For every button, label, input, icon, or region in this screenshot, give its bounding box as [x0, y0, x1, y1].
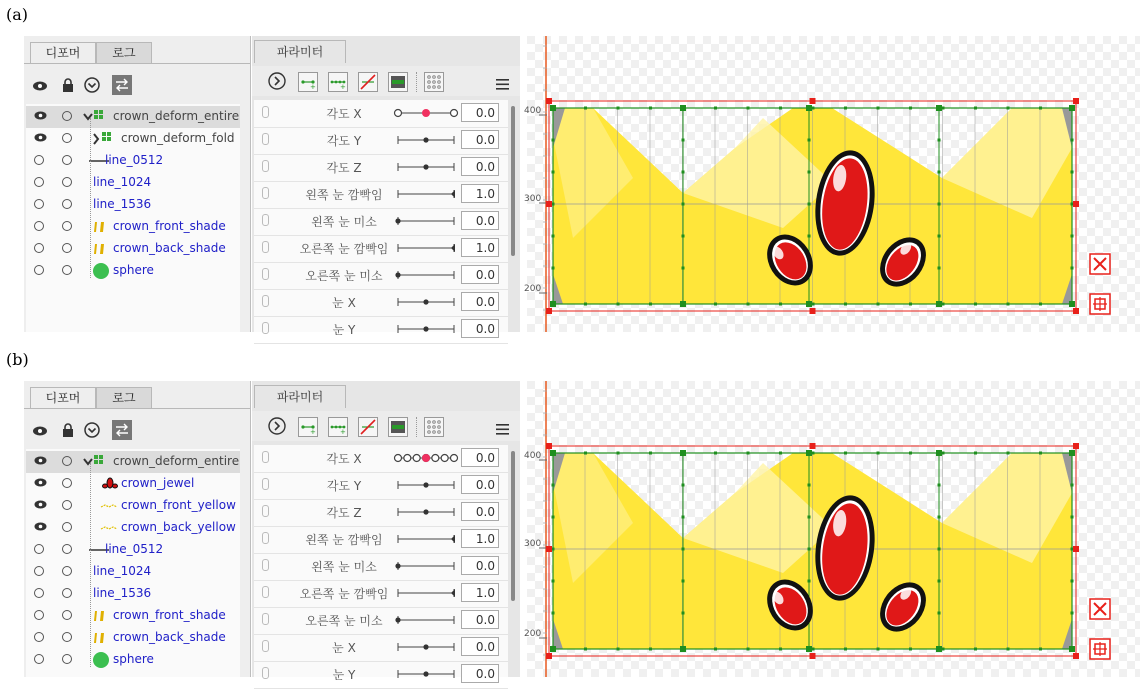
deformer-name: sphere: [113, 652, 154, 666]
deformer-row[interactable]: [26, 194, 240, 216]
chevron-down-icon[interactable]: [84, 422, 100, 438]
deformer-name: line_1024: [93, 175, 152, 189]
parameter-list: [254, 100, 508, 337]
parameter-name: 왼쪽 눈 깜빡임: [305, 188, 383, 202]
ruler-label: 200: [524, 629, 542, 639]
parameter-row[interactable]: [254, 208, 508, 236]
sphere-icon: [93, 263, 111, 279]
parameter-value-input[interactable]: 1.0: [461, 583, 499, 602]
deformer-name: sphere: [113, 263, 154, 277]
viewport-canvas[interactable]: [524, 36, 1140, 332]
screenshot-a: [0, 36, 1140, 337]
parameter-name: 각도 Y: [326, 479, 362, 493]
deformer-row[interactable]: [26, 561, 240, 583]
parameter-name: 눈 Y: [332, 668, 356, 682]
lock-icon[interactable]: [62, 423, 74, 437]
parameter-row[interactable]: [254, 127, 508, 155]
bbox-handle[interactable]: [810, 653, 816, 659]
lock-toggle[interactable]: [62, 155, 72, 165]
parameter-scrollbar[interactable]: [511, 451, 515, 601]
parameter-value-input[interactable]: 0.0: [461, 610, 499, 629]
parameter-toolbar: [252, 66, 520, 96]
bbox-handle[interactable]: [546, 653, 552, 659]
parameter-value-input[interactable]: 0.0: [461, 637, 499, 656]
parameter-slider[interactable]: [394, 321, 458, 337]
bbox-handle[interactable]: [1073, 443, 1079, 449]
deformer-name: crown_front_shade: [113, 219, 226, 233]
visibility-eye-icon[interactable]: [34, 111, 47, 120]
lock-toggle[interactable]: [62, 456, 72, 466]
parameter-value-input[interactable]: 1.0: [461, 238, 499, 257]
lock-toggle[interactable]: [62, 221, 72, 231]
visibility-toggle[interactable]: [34, 221, 44, 231]
svg-text:+: +: [340, 83, 346, 91]
parameter-row[interactable]: [254, 580, 508, 608]
bbox-handle[interactable]: [546, 201, 552, 207]
parameter-row[interactable]: [254, 235, 508, 263]
link-icon[interactable]: [262, 478, 269, 490]
shade-icon: [93, 219, 111, 235]
parameter-value-input[interactable]: 1.0: [461, 184, 499, 203]
deformer-row[interactable]: [26, 605, 240, 627]
grid-icon[interactable]: [424, 72, 444, 92]
tab-deformer[interactable]: 디포머: [30, 387, 96, 408]
parameter-row[interactable]: [254, 445, 508, 473]
parameter-slider[interactable]: [394, 504, 458, 520]
parameter-slider[interactable]: [394, 531, 458, 547]
link-icon[interactable]: [262, 214, 269, 226]
swap-icon[interactable]: [112, 420, 132, 440]
warp-icon: [93, 109, 111, 125]
parameter-name: 눈 Y: [332, 323, 356, 337]
deformer-panel: [24, 36, 251, 332]
deformer-row[interactable]: [26, 260, 240, 282]
deformer-name: crown_deform_entire: [113, 109, 240, 123]
lock-toggle[interactable]: [62, 632, 72, 642]
bbox-handle[interactable]: [810, 443, 816, 449]
parameter-row[interactable]: [254, 634, 508, 662]
deformer-name: line_1536: [93, 586, 152, 600]
parameter-name: 왼쪽 눈 미소: [311, 560, 377, 574]
deformer-row[interactable]: [26, 106, 240, 128]
ruler-label: 200: [524, 284, 542, 294]
lock-toggle[interactable]: [62, 478, 72, 488]
lock-toggle[interactable]: [62, 111, 72, 121]
parameter-name: 오른쪽 눈 미소: [305, 269, 383, 283]
visibility-eye-icon[interactable]: [34, 133, 47, 142]
parameter-slider[interactable]: [394, 558, 458, 574]
parameter-slider[interactable]: [394, 132, 458, 148]
parameter-name: 오른쪽 눈 깜빡임: [299, 587, 389, 601]
parameter-value-input[interactable]: 0.0: [461, 319, 499, 338]
parameter-slider[interactable]: [394, 450, 458, 466]
parameter-name: 오른쪽 눈 깜빡임: [299, 242, 389, 256]
deformer-row[interactable]: [26, 238, 240, 260]
menu-icon[interactable]: [496, 78, 510, 90]
deformer-name: crown_back_shade: [113, 630, 226, 644]
warp-icon: [93, 454, 111, 470]
ruler-label: 300: [524, 194, 542, 204]
bbox-handle[interactable]: [546, 443, 552, 449]
parameter-value-input[interactable]: 1.0: [461, 529, 499, 548]
parameter-value-input[interactable]: 0.0: [461, 265, 499, 284]
deformer-row[interactable]: [26, 150, 240, 172]
link-icon[interactable]: [262, 268, 269, 280]
panel-label-b: (b): [6, 350, 29, 369]
expand-circle-icon[interactable]: [268, 72, 286, 90]
svg-text:+: +: [340, 428, 346, 436]
ruler-label: 300: [524, 539, 542, 549]
parameter-row[interactable]: [254, 154, 508, 182]
parameter-slider[interactable]: [394, 213, 458, 229]
lock-toggle[interactable]: [62, 654, 72, 664]
parameter-value-input[interactable]: 0.0: [461, 448, 499, 467]
link-icon[interactable]: [262, 667, 269, 679]
add-3keys-icon[interactable]: [328, 72, 348, 92]
shade-icon: [93, 630, 111, 646]
deformer-name: crown_front_shade: [113, 608, 226, 622]
visibility-toggle[interactable]: [34, 544, 44, 554]
deformer-row[interactable]: [26, 517, 240, 539]
parameter-name: 각도 Z: [326, 506, 362, 520]
deformer-name: crown_jewel: [121, 476, 195, 490]
deformer-name: crown_deform_entire: [113, 454, 240, 468]
deformer-row[interactable]: [26, 583, 240, 605]
tab-parameter[interactable]: 파라미터: [254, 385, 346, 408]
deformer-list: [26, 104, 240, 332]
parameter-name: 각도 X: [326, 452, 362, 466]
deformer-row[interactable]: [26, 539, 240, 561]
deformer-row[interactable]: [26, 172, 240, 194]
deformer-row[interactable]: [26, 451, 240, 473]
ruler-label: 400: [524, 106, 542, 116]
parameter-name: 각도 Y: [326, 134, 362, 148]
parameter-name: 각도 Z: [326, 161, 362, 175]
parameter-row[interactable]: [254, 661, 508, 689]
parameter-row[interactable]: [254, 262, 508, 290]
deformer-row[interactable]: [26, 216, 240, 238]
parameter-row[interactable]: [254, 553, 508, 581]
visibility-toggle[interactable]: [34, 610, 44, 620]
parameter-slider[interactable]: [394, 639, 458, 655]
parameter-value-input[interactable]: 0.0: [461, 211, 499, 230]
link-icon[interactable]: [262, 532, 269, 544]
bbox-handle[interactable]: [810, 308, 816, 314]
lock-toggle[interactable]: [62, 243, 72, 253]
lock-toggle[interactable]: [62, 544, 72, 554]
parameter-value-input[interactable]: 0.0: [461, 502, 499, 521]
parameter-name: 눈 X: [332, 641, 356, 655]
link-icon[interactable]: [262, 133, 269, 145]
lock-toggle[interactable]: [62, 265, 72, 275]
screenshot-b: [0, 381, 1140, 682]
visibility-toggle[interactable]: [34, 199, 44, 209]
parameter-panel: [252, 381, 520, 682]
bbox-handle[interactable]: [1073, 98, 1079, 104]
link-icon[interactable]: [262, 187, 269, 199]
parameter-row[interactable]: [254, 181, 508, 209]
tab-log[interactable]: 로그: [96, 387, 152, 408]
parameter-value-input[interactable]: 0.0: [461, 475, 499, 494]
visibility-toggle[interactable]: [34, 632, 44, 642]
link-icon[interactable]: [262, 505, 269, 517]
bbox-handle[interactable]: [546, 98, 552, 104]
expand-chevron-icon[interactable]: [92, 134, 100, 144]
dotted-line-icon: [101, 498, 119, 514]
key-panel-icon[interactable]: [388, 72, 408, 92]
parameter-slider[interactable]: [394, 267, 458, 283]
deformer-row[interactable]: [26, 627, 240, 649]
link-icon[interactable]: [262, 559, 269, 571]
parameter-slider[interactable]: [394, 612, 458, 628]
bbox-handle[interactable]: [546, 308, 552, 314]
jewel-icon: [101, 476, 119, 492]
link-icon[interactable]: [262, 295, 269, 307]
deformer-row[interactable]: [26, 495, 240, 517]
parameter-slider[interactable]: [394, 186, 458, 202]
parameter-row[interactable]: [254, 100, 508, 128]
bbox-handle[interactable]: [810, 98, 816, 104]
lock-toggle[interactable]: [62, 588, 72, 598]
visibility-toggle[interactable]: [34, 155, 44, 165]
parameter-name: 왼쪽 눈 미소: [311, 215, 377, 229]
link-icon[interactable]: [262, 106, 269, 118]
shade-icon: [93, 241, 111, 257]
deformer-row[interactable]: [26, 473, 240, 495]
lock-toggle[interactable]: [62, 500, 72, 510]
close-icon[interactable]: [1090, 254, 1110, 274]
key-panel-icon[interactable]: [388, 417, 408, 437]
visibility-toggle[interactable]: [34, 177, 44, 187]
eye-icon[interactable]: [32, 80, 48, 92]
parameter-name: 왼쪽 눈 깜빡임: [305, 533, 383, 547]
parameter-value-input[interactable]: 0.0: [461, 556, 499, 575]
parameter-name: 오른쪽 눈 미소: [305, 614, 383, 628]
shade-icon: [93, 608, 111, 624]
visibility-eye-icon[interactable]: [34, 500, 47, 509]
parameter-slider[interactable]: [394, 159, 458, 175]
parameter-row[interactable]: [254, 526, 508, 554]
parameter-name: 눈 X: [332, 296, 356, 310]
deformer-toolbar: [24, 68, 250, 96]
svg-text:+: +: [310, 83, 316, 91]
svg-text:+: +: [310, 428, 316, 436]
grid-icon[interactable]: [424, 417, 444, 437]
sphere-icon: [93, 652, 111, 668]
deformer-row[interactable]: [26, 128, 240, 150]
remove-key-icon[interactable]: [358, 417, 378, 437]
transform-icon[interactable]: [1090, 294, 1110, 314]
link-icon[interactable]: [262, 613, 269, 625]
expand-circle-icon[interactable]: [268, 417, 286, 435]
swap-icon[interactable]: [112, 75, 132, 95]
visibility-toggle[interactable]: [34, 265, 44, 275]
bbox-handle[interactable]: [1073, 546, 1079, 552]
tab-log[interactable]: 로그: [96, 42, 152, 63]
parameter-value-input[interactable]: 0.0: [461, 157, 499, 176]
parameter-value-input[interactable]: 0.0: [461, 664, 499, 683]
bbox-handle[interactable]: [1073, 653, 1079, 659]
parameter-row[interactable]: [254, 499, 508, 527]
dotted-line-icon: [101, 520, 119, 536]
lock-icon[interactable]: [62, 78, 74, 92]
link-icon[interactable]: [262, 451, 269, 463]
parameter-name: 각도 X: [326, 107, 362, 121]
deformer-panel: [24, 381, 251, 677]
tab-parameter[interactable]: 파라미터: [254, 40, 346, 63]
lock-toggle[interactable]: [62, 522, 72, 532]
remove-key-icon[interactable]: [358, 72, 378, 92]
transform-icon[interactable]: [1090, 639, 1110, 659]
chevron-down-icon[interactable]: [84, 77, 100, 93]
lock-toggle[interactable]: [62, 566, 72, 576]
viewport-canvas[interactable]: [524, 381, 1140, 677]
parameter-value-input[interactable]: 0.0: [461, 103, 499, 122]
visibility-toggle[interactable]: [34, 243, 44, 253]
parameter-row[interactable]: [254, 289, 508, 317]
bbox-handle[interactable]: [546, 546, 552, 552]
add-key-icon[interactable]: [298, 72, 318, 92]
menu-icon[interactable]: [496, 423, 510, 435]
deformer-row[interactable]: [26, 649, 240, 671]
parameter-scrollbar[interactable]: [511, 106, 515, 256]
bbox-handle[interactable]: [1073, 201, 1079, 207]
lock-toggle[interactable]: [62, 133, 72, 143]
parameter-row[interactable]: [254, 472, 508, 500]
link-icon[interactable]: [262, 586, 269, 598]
panel-label-a: (a): [6, 5, 29, 24]
parameter-value-input[interactable]: 0.0: [461, 292, 499, 311]
parameter-slider[interactable]: [394, 666, 458, 682]
parameter-row[interactable]: [254, 316, 508, 344]
visibility-toggle[interactable]: [34, 588, 44, 598]
parameter-slider[interactable]: [394, 240, 458, 256]
visibility-eye-icon[interactable]: [34, 456, 47, 465]
lock-toggle[interactable]: [62, 610, 72, 620]
deformer-name: crown_front_yellow: [121, 498, 236, 512]
parameter-slider[interactable]: [394, 105, 458, 121]
parameter-row[interactable]: [254, 607, 508, 635]
link-icon[interactable]: [262, 322, 269, 334]
deformer-name: line_0512: [105, 542, 164, 556]
parameter-list: [254, 445, 508, 682]
parameter-value-input[interactable]: 0.0: [461, 130, 499, 149]
link-icon[interactable]: [262, 160, 269, 172]
deformer-name: line_0512: [105, 153, 164, 167]
ruler-label: 400: [524, 451, 542, 461]
deformer-list: [26, 449, 240, 677]
visibility-eye-icon[interactable]: [34, 478, 47, 487]
deformer-name: crown_deform_fold: [121, 131, 235, 145]
eye-icon[interactable]: [32, 425, 48, 437]
link-icon[interactable]: [262, 640, 269, 652]
close-icon[interactable]: [1090, 599, 1110, 619]
visibility-toggle[interactable]: [34, 654, 44, 664]
add-key-icon[interactable]: [298, 417, 318, 437]
lock-toggle[interactable]: [62, 199, 72, 209]
parameter-slider[interactable]: [394, 477, 458, 493]
deformer-name: line_1024: [93, 564, 152, 578]
parameter-slider[interactable]: [394, 294, 458, 310]
tab-deformer[interactable]: 디포머: [30, 42, 96, 63]
lock-toggle[interactable]: [62, 177, 72, 187]
deformer-toolbar: [24, 413, 250, 441]
visibility-toggle[interactable]: [34, 566, 44, 576]
parameter-panel: [252, 36, 520, 337]
deformer-name: line_1536: [93, 197, 152, 211]
parameter-slider[interactable]: [394, 585, 458, 601]
parameter-toolbar: [252, 411, 520, 441]
warp-icon: [101, 131, 119, 147]
deformer-name: crown_back_yellow: [121, 520, 236, 534]
bbox-handle[interactable]: [1073, 308, 1079, 314]
add-3keys-icon[interactable]: [328, 417, 348, 437]
link-icon[interactable]: [262, 241, 269, 253]
visibility-eye-icon[interactable]: [34, 522, 47, 531]
deformer-name: crown_back_shade: [113, 241, 226, 255]
